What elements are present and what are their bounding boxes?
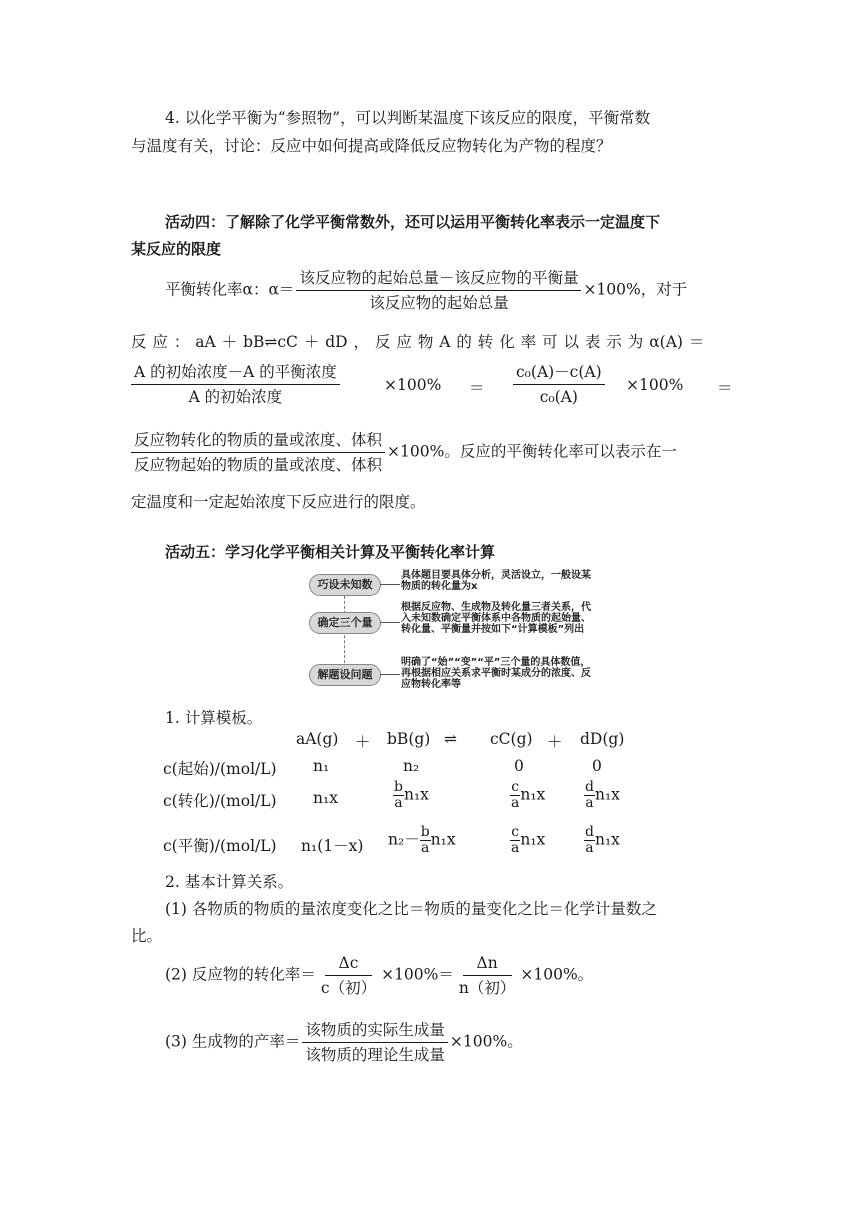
row-eq-b-head: n₂－ [388,830,420,849]
row-change-c-tail: n₁x [520,785,546,804]
hdr-eq-arrow: ⇌ [444,730,457,748]
general-den: 反应物起始的物质的量或浓度、体积 [134,456,383,474]
general-suffix: ×100%。反应的平衡转化率可以表示在一 [387,442,677,461]
relation-3 [165,1020,523,1065]
hdr-plus1: ＋ [355,733,371,751]
rate-def-prefix: 平衡转化率α：α＝ [165,280,295,299]
rate-def-den: 该反应物的起始总量 [369,294,509,312]
hdr-plus2: ＋ [547,733,563,751]
flow-step-1-label: 巧设未知数 [309,574,381,596]
relation-2-frac2-den: n（初） [458,979,516,997]
relation-3-suffix: ×100%。 [449,1032,523,1051]
general-num: 反应物转化的物质的量或浓度、体积 [131,430,385,453]
row-initial-a: n₁ [313,757,330,775]
activity5-title: 活动五：学习化学平衡相关计算及平衡转化率计算 [165,543,496,561]
flow-arrow-3 [380,674,400,675]
relations-heading: 2. 基本计算关系。 [165,873,294,891]
relation-3-den: 该物质的理论生成量 [305,1046,445,1064]
row-eq-b-den: a [421,840,430,856]
row-eq-b-num: b [420,824,430,840]
eq-frac2 [513,362,605,407]
relation-2-frac1-num: Δc [325,953,373,976]
activity4-line1: 活动四：了解除了化学平衡常数外，还可以运用平衡转化率表示一定温度下 [165,213,661,231]
row-change-c-num: c [511,779,520,795]
row-eq-b-tail: n₁x [430,830,456,849]
flow-step-3-label: 解题设问题 [309,664,381,686]
eq-times1: ×100% [384,376,442,394]
eq-frac1-den: A 的初始浓度 [188,388,283,406]
row-change-c [510,780,545,811]
relation-3-prefix: (3) 生成物的产率＝ [165,1032,301,1051]
template-heading: 1. 计算模板。 [165,709,263,727]
flow-step-1-text: 具体题目要具体分析，灵活设立，一般设某物质的转化量为x [401,570,591,592]
relation-2 [165,953,593,998]
eq-frac1-num: A 的初始浓度－A 的平衡浓度 [131,362,340,385]
eq-frac2-num: c₀(A)－c(A) [513,362,605,385]
row-eq-label: c(平衡)/(mol/L) [163,837,277,855]
relation-3-frac [302,1020,448,1065]
row-initial-label: c(起始)/(mol/L) [163,760,277,778]
item4-line2: 与温度有关，讨论：反应中如何提高或降低反应物转化为产物的程度？ [131,137,612,155]
relation-1-line1: (1) 各物质的物质的量浓度变化之比＝物质的量变化之比＝化学计量数之 [165,900,657,918]
row-eq-d [584,825,620,856]
row-initial-b: n₂ [403,757,420,775]
reaction-line: 反 应 ： aA ＋ bB⇌cC ＋ dD ， 反 应 物 A 的 转 化 率 可 以 表 示 为 α(A) ＝ [131,333,705,351]
row-eq-c-num: c [511,824,520,840]
row-eq-c-tail: n₁x [520,830,546,849]
eq-equals1: ＝ [469,379,485,397]
item4-line1: 4. 以化学平衡为“参照物”，可以判断某温度下该反应的限度，平衡常数 [165,109,651,127]
relation-2-suffix: ×100%。 [520,965,594,984]
flow-arrow-1 [380,584,400,585]
eq-equals2: ＝ [717,379,733,397]
rate-definition [165,268,687,313]
hdr-cC: cC(g) [490,730,533,748]
row-change-c-den: a [511,795,520,811]
activity4-line2: 某反应的限度 [131,240,222,258]
relation-2-frac2-num: Δn [463,953,512,976]
relation-1-line2: 比。 [131,927,163,945]
row-change-d-num: d [585,779,594,795]
row-change-b [393,780,429,811]
row-eq-a: n₁(1－x) [301,837,364,855]
general-line [129,430,677,475]
row-change-b-den: a [394,795,403,811]
row-change-b-num: b [394,779,403,795]
hdr-aA: aA(g) [296,730,339,748]
flow-step-2-label: 确定三个量 [309,612,381,634]
row-change-d-tail: n₁x [594,785,620,804]
relation-3-num: 该物质的实际生成量 [302,1020,448,1043]
rate-def-suffix: ×100%，对于 [583,280,688,299]
relation-2-prefix: (2) 反应物的转化率＝ [165,965,316,984]
row-change-b-tail: n₁x [403,785,429,804]
row-eq-b [388,825,456,856]
conversion-eq-line [129,362,731,407]
row-change-d-den: a [585,795,594,811]
row-change-a: n₁x [313,789,338,807]
row-change-label: c(转化)/(mol/L) [163,792,277,810]
relation-2-frac2 [456,953,518,998]
rate-def-fraction [296,268,581,313]
row-eq-d-num: d [585,824,594,840]
eq-frac2-den: c₀(A) [539,388,578,406]
flow-step-2-text: 根据反应物、生成物及转化量三者关系，代入未知数确定平衡体系中各物质的起始量、转化量、平衡量并按如下“计算模板”列出 [401,602,591,635]
row-initial-c: 0 [514,757,524,775]
row-eq-c-den: a [511,840,520,856]
row-eq-d-tail: n₁x [594,830,620,849]
eq-frac1 [131,362,340,407]
general-line2: 定温度和一定起始浓度下反应进行的限度。 [131,493,426,511]
general-frac [131,430,385,475]
flow-step-3-text: 明确了“始”“变”“平”三个量的具体数值，再根据相应关系求平衡时某成分的浓度、反应物转化率等 [401,657,591,690]
hdr-dD: dD(g) [580,730,625,748]
relation-2-frac1-den: c（初） [320,979,377,997]
row-change-d [584,780,620,811]
row-eq-c [510,825,545,856]
row-eq-d-den: a [585,840,594,856]
rate-def-num: 该反应物的起始总量－该反应物的平衡量 [296,268,581,291]
flow-arrow-2 [380,622,400,623]
relation-2-frac1 [318,953,379,998]
eq-times2: ×100% [626,376,684,394]
row-initial-d: 0 [592,757,602,775]
relation-2-mid: ×100%＝ [381,965,454,984]
hdr-bB: bB(g) [387,730,431,748]
